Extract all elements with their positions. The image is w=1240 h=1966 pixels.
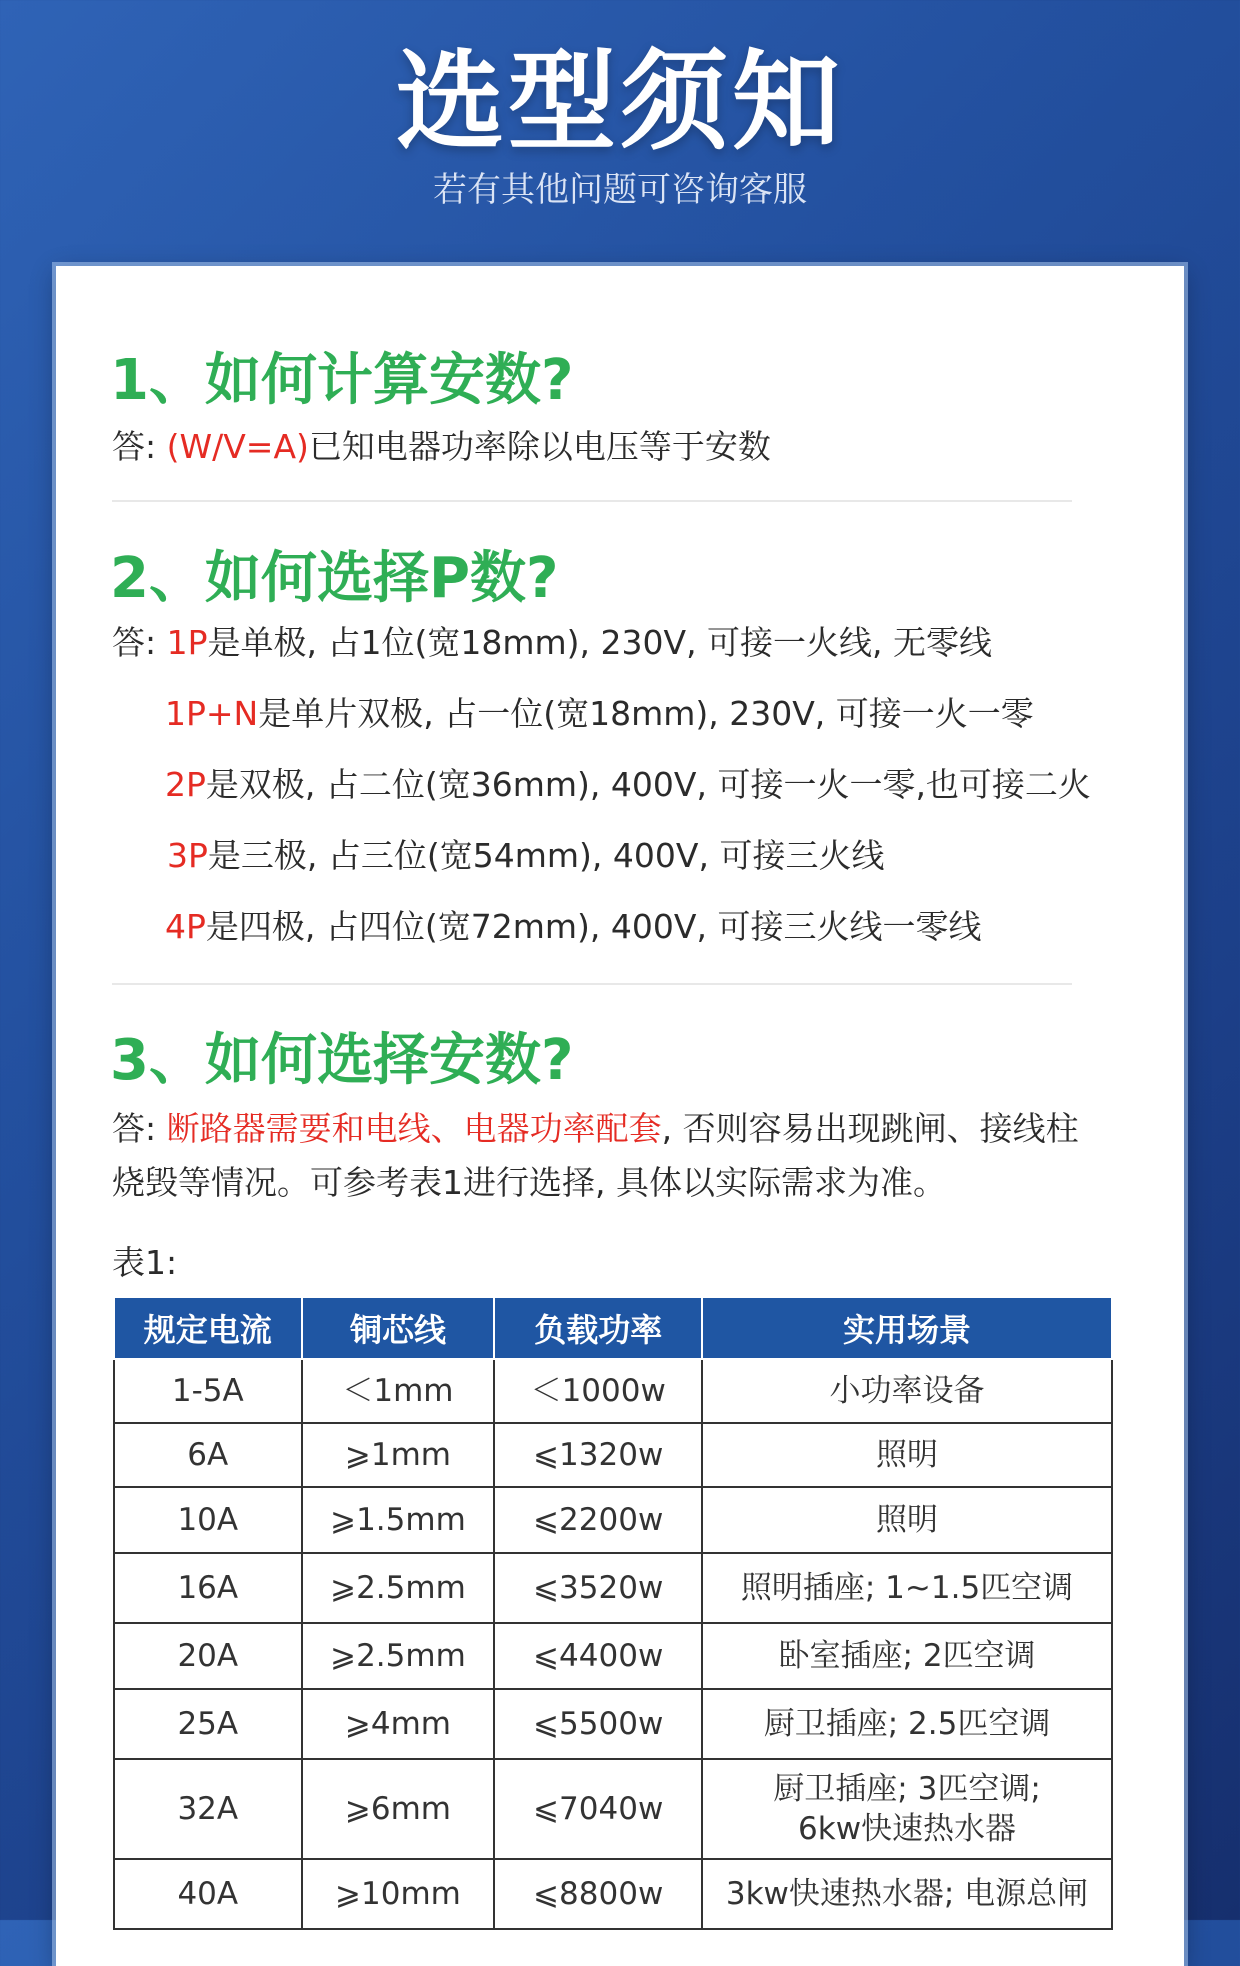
table-cell: ⩽3520w	[494, 1553, 702, 1623]
p-key: 1P	[166, 623, 208, 662]
table-row	[114, 1487, 1112, 1553]
table-cell: ⩾1mm	[302, 1423, 495, 1487]
table-header: 铜芯线	[302, 1297, 495, 1359]
table-cell: ⩽4400w	[494, 1623, 702, 1689]
table-cell: 厨卫插座; 2.5匹空调	[702, 1689, 1112, 1759]
p-item-1p	[112, 620, 992, 666]
p-key: 3P	[167, 836, 208, 875]
table-cell: ⩽7040w	[494, 1759, 702, 1859]
answer-prefix: 答:	[112, 427, 167, 466]
table-header: 实用场景	[702, 1297, 1112, 1359]
table-cell: 6A	[114, 1423, 302, 1487]
page-title: 选型须知	[395, 40, 844, 165]
table-cell	[702, 1759, 1112, 1859]
table-cell: 40A	[114, 1859, 302, 1929]
table-header: 规定电流	[114, 1297, 302, 1359]
table-cell: ⩾4mm	[302, 1689, 495, 1759]
p-text: 是单极, 占1位(宽18mm), 230V, 可接一火线, 无零线	[207, 623, 993, 662]
section2-title: 2、如何选择P数?	[110, 546, 559, 611]
answer-prefix: 答:	[112, 623, 167, 662]
table-cell: 3kw快速热水器; 电源总闸	[702, 1859, 1112, 1929]
section3-answer-line1	[112, 1106, 1079, 1152]
p-key: 1P+N	[165, 694, 259, 733]
table-header: 负载功率	[494, 1297, 702, 1359]
table-row	[114, 1759, 1112, 1859]
table-cell: 10A	[114, 1487, 302, 1553]
table-header-row	[114, 1297, 1112, 1359]
highlight-text: 断路器需要和电线、电器功率配套	[166, 1109, 662, 1148]
p-text: 是双极, 占二位(宽36mm), 400V, 可接一火一零,也可接二火	[205, 765, 1091, 804]
p-key: 2P	[165, 765, 206, 804]
p-item-2p	[165, 762, 1091, 808]
p-text: 是单片双极, 占一位(宽18mm), 230V, 可接一火一零	[258, 694, 1034, 733]
table-row	[114, 1359, 1112, 1423]
table-cell: 小功率设备	[702, 1359, 1112, 1423]
table-cell: ＜1000w	[494, 1359, 702, 1423]
table-row	[114, 1859, 1112, 1929]
section3-text: , 否则容易出现跳闸、接线柱	[661, 1109, 1079, 1148]
table-cell: ⩾1.5mm	[302, 1487, 495, 1553]
table-cell: ⩾2.5mm	[302, 1553, 495, 1623]
table-cell: 卧室插座; 2匹空调	[702, 1623, 1112, 1689]
section1-text: 已知电器功率除以电压等于安数	[308, 427, 771, 466]
table-cell: 照明插座; 1~1.5匹空调	[702, 1553, 1112, 1623]
page-subtitle: 若有其他问题可咨询客服	[433, 170, 807, 210]
table-cell: ⩽8800w	[494, 1859, 702, 1929]
table-cell: ＜1mm	[302, 1359, 495, 1423]
table-row	[114, 1689, 1112, 1759]
table-cell: 照明	[702, 1487, 1112, 1553]
table-cell: 1-5A	[114, 1359, 302, 1423]
table-cell: ⩽2200w	[494, 1487, 702, 1553]
section1-title: 1、如何计算安数?	[110, 348, 574, 413]
table-cell: ⩾6mm	[302, 1759, 495, 1859]
section1-answer	[112, 424, 771, 470]
table-row	[114, 1623, 1112, 1689]
p-item-3p	[167, 833, 884, 879]
section3-title: 3、如何选择安数?	[110, 1028, 574, 1093]
content-card	[56, 266, 1184, 1966]
divider	[112, 500, 1072, 502]
table-cell: ⩽5500w	[494, 1689, 702, 1759]
table-row	[114, 1423, 1112, 1487]
table-cell-line: 6kw快速热水器	[798, 1811, 1017, 1847]
p-text: 是四极, 占四位(宽72mm), 400V, 可接三火线一零线	[205, 907, 982, 946]
answer-prefix: 答:	[112, 1109, 167, 1148]
table-cell: ⩾10mm	[302, 1859, 495, 1929]
table-cell: ⩾2.5mm	[302, 1623, 495, 1689]
section3-answer-line2: 烧毁等情况。可参考表1进行选择, 具体以实际需求为准。	[112, 1163, 946, 1202]
table-cell: ⩽1320w	[494, 1423, 702, 1487]
p-text: 是三极, 占三位(宽54mm), 400V, 可接三火线	[207, 836, 885, 875]
table-caption: 表1:	[112, 1243, 178, 1282]
table-cell-line: 厨卫插座; 3匹空调;	[773, 1771, 1041, 1807]
p-key: 4P	[165, 907, 206, 946]
table-cell: 25A	[114, 1689, 302, 1759]
breaker-table	[113, 1296, 1113, 1930]
table-cell: 32A	[114, 1759, 302, 1859]
formula: (W/V=A)	[166, 427, 309, 466]
p-item-4p	[165, 904, 981, 950]
table-row	[114, 1553, 1112, 1623]
table-cell: 照明	[702, 1423, 1112, 1487]
table-cell: 16A	[114, 1553, 302, 1623]
table-cell: 20A	[114, 1623, 302, 1689]
p-item-1pn	[165, 691, 1034, 737]
divider	[112, 983, 1072, 985]
